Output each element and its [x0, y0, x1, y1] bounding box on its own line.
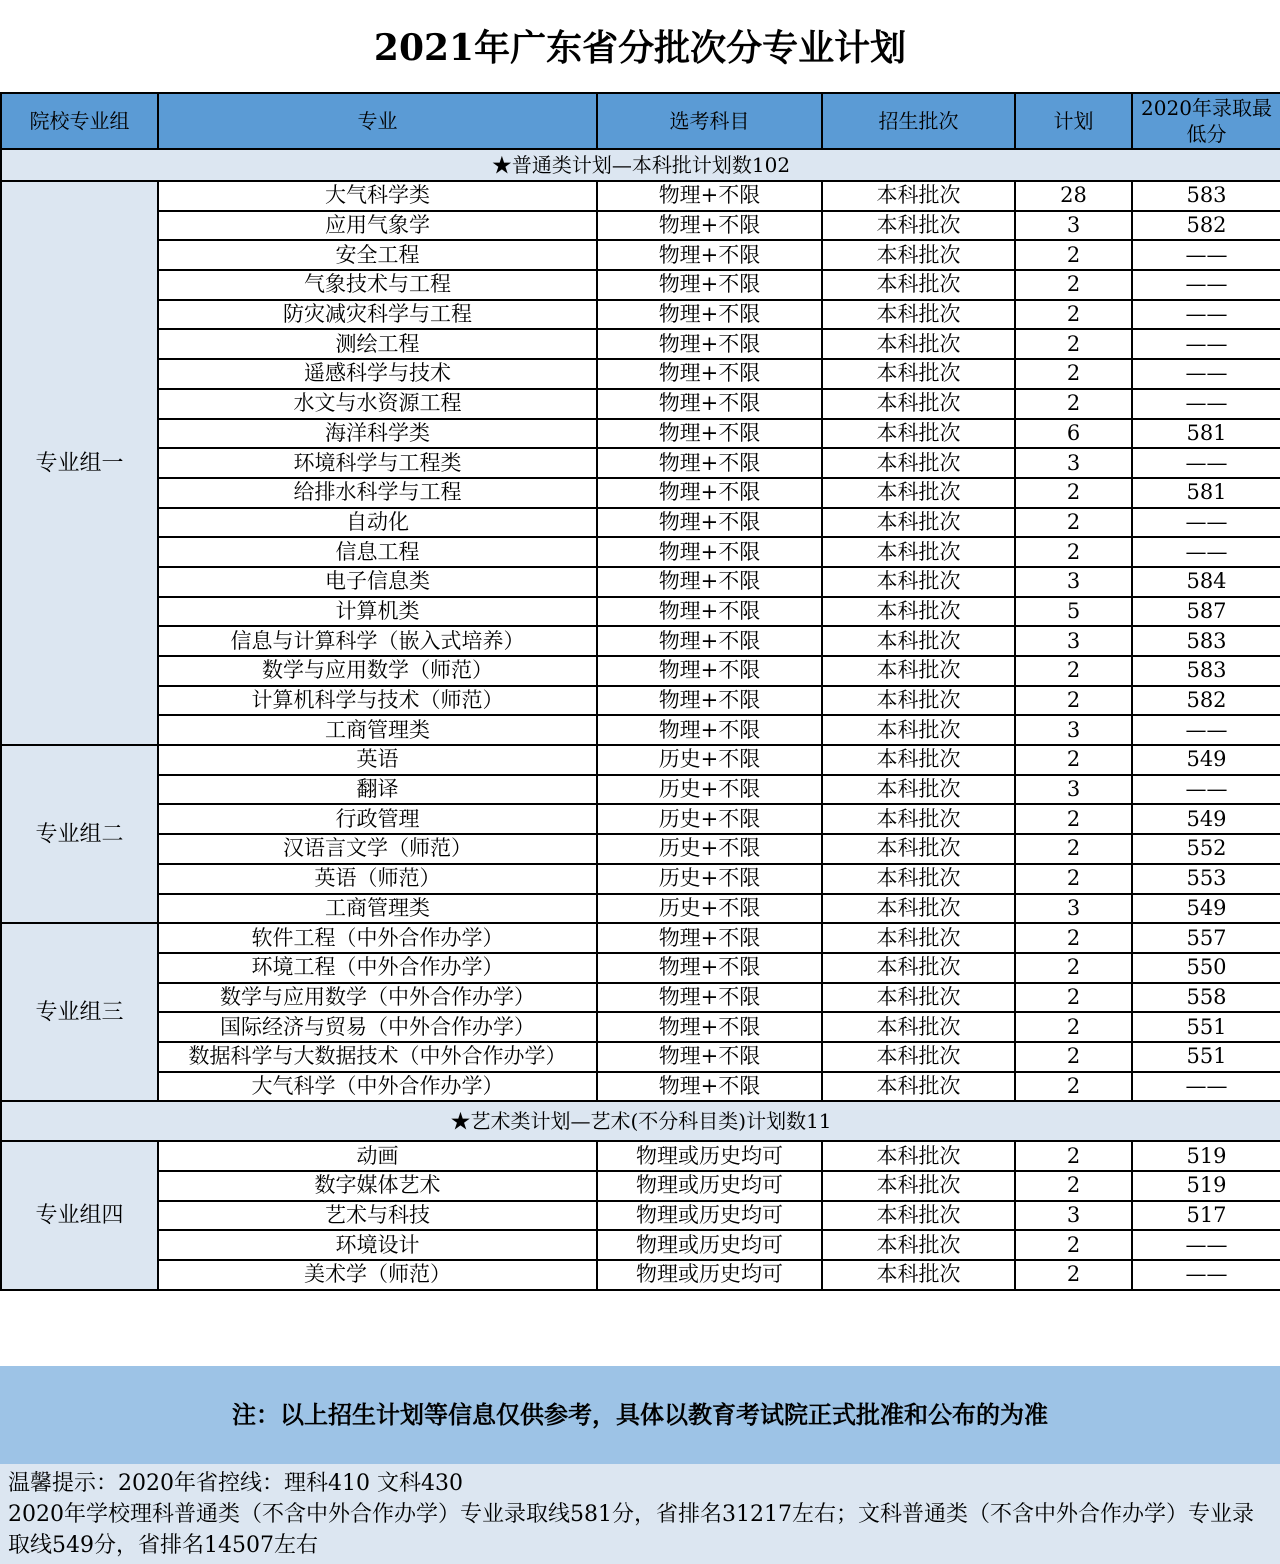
header-batch: 招生批次 [822, 93, 1015, 149]
plan-cell: 2 [1015, 686, 1132, 716]
subject-cell: 物理+不限 [597, 478, 822, 508]
plan-cell: 2 [1015, 389, 1132, 419]
major-cell: 安全工程 [158, 240, 597, 270]
batch-cell: 本科批次 [822, 656, 1015, 686]
table-row [1, 686, 1280, 716]
batch-cell: 本科批次 [822, 478, 1015, 508]
batch-cell: 本科批次 [822, 567, 1015, 597]
subject-cell: 物理或历史均可 [597, 1230, 822, 1260]
table-row [1, 478, 1280, 508]
subject-cell: 物理+不限 [597, 300, 822, 330]
plan-cell: 2 [1015, 923, 1132, 953]
min-score-cell: —— [1132, 1072, 1280, 1102]
plan-cell: 3 [1015, 894, 1132, 924]
table-row [1, 567, 1280, 597]
table-header-row [1, 93, 1280, 149]
subject-cell: 物理+不限 [597, 597, 822, 627]
plan-cell: 3 [1015, 715, 1132, 745]
plan-cell: 2 [1015, 834, 1132, 864]
major-cell: 测绘工程 [158, 329, 597, 359]
plan-cell: 2 [1015, 745, 1132, 775]
subject-cell: 物理+不限 [597, 359, 822, 389]
subject-cell: 物理+不限 [597, 983, 822, 1013]
tips-line-2: 2020年学校理科普通类（不含中外合作办学）专业录取线581分，省排名31217左右；文科普通类（不含中外合作办学）专业录取线549分，省排名14507左右 [8, 1502, 1254, 1558]
batch-cell: 本科批次 [822, 983, 1015, 1013]
plan-cell: 2 [1015, 983, 1132, 1013]
subject-cell: 历史+不限 [597, 745, 822, 775]
subject-cell: 历史+不限 [597, 894, 822, 924]
major-cell: 数据科学与大数据技术（中外合作办学） [158, 1042, 597, 1072]
subject-cell: 物理+不限 [597, 329, 822, 359]
subject-cell: 物理+不限 [597, 270, 822, 300]
table-row [1, 508, 1280, 538]
plan-cell: 3 [1015, 448, 1132, 478]
plan-cell: 3 [1015, 626, 1132, 656]
batch-cell: 本科批次 [822, 1042, 1015, 1072]
major-cell: 工商管理类 [158, 894, 597, 924]
major-cell: 数学与应用数学（中外合作办学） [158, 983, 597, 1013]
subject-cell: 物理+不限 [597, 419, 822, 449]
major-cell: 数字媒体艺术 [158, 1171, 597, 1201]
subject-cell: 物理或历史均可 [597, 1201, 822, 1231]
plan-cell: 2 [1015, 329, 1132, 359]
batch-cell: 本科批次 [822, 329, 1015, 359]
min-score-cell: 549 [1132, 804, 1280, 834]
table-row [1, 240, 1280, 270]
min-score-cell: 519 [1132, 1171, 1280, 1201]
min-score-cell: —— [1132, 508, 1280, 538]
table-body [1, 149, 1280, 1290]
batch-cell: 本科批次 [822, 448, 1015, 478]
table-row [1, 1260, 1280, 1290]
table-row [1, 715, 1280, 745]
min-score-cell: —— [1132, 270, 1280, 300]
table-row [1, 597, 1280, 627]
tips-line-1: 温馨提示：2020年省控线：理科410 文科430 [8, 1471, 463, 1496]
table-row [1, 1042, 1280, 1072]
plan-cell: 2 [1015, 804, 1132, 834]
plan-cell: 2 [1015, 300, 1132, 330]
group-name-cell: 专业组三 [1, 923, 158, 1101]
subject-cell: 物理+不限 [597, 1012, 822, 1042]
plan-cell: 2 [1015, 1260, 1132, 1290]
batch-cell: 本科批次 [822, 181, 1015, 211]
disclaimer-note: 注：以上招生计划等信息仅供参考，具体以教育考试院正式批准和公布的为准 [0, 1366, 1280, 1464]
batch-cell: 本科批次 [822, 894, 1015, 924]
min-score-cell: 551 [1132, 1012, 1280, 1042]
plan-cell: 3 [1015, 775, 1132, 805]
major-cell: 电子信息类 [158, 567, 597, 597]
major-cell: 翻译 [158, 775, 597, 805]
min-score-cell: —— [1132, 240, 1280, 270]
batch-cell: 本科批次 [822, 508, 1015, 538]
plan-cell: 5 [1015, 597, 1132, 627]
major-cell: 应用气象学 [158, 211, 597, 241]
major-cell: 汉语言文学（师范） [158, 834, 597, 864]
table-row [1, 1230, 1280, 1260]
subject-cell: 物理+不限 [597, 1072, 822, 1102]
admission-plan-table [0, 92, 1280, 1291]
major-cell: 遥感科学与技术 [158, 359, 597, 389]
min-score-cell: 552 [1132, 834, 1280, 864]
min-score-cell: 551 [1132, 1042, 1280, 1072]
plan-cell: 2 [1015, 1042, 1132, 1072]
section-title: ★普通类计划—本科批计划数102 [1, 149, 1280, 181]
batch-cell: 本科批次 [822, 1260, 1015, 1290]
subject-cell: 历史+不限 [597, 804, 822, 834]
min-score-cell: 581 [1132, 478, 1280, 508]
min-score-cell: 558 [1132, 983, 1280, 1013]
table-row [1, 656, 1280, 686]
batch-cell: 本科批次 [822, 537, 1015, 567]
plan-cell: 3 [1015, 211, 1132, 241]
batch-cell: 本科批次 [822, 923, 1015, 953]
batch-cell: 本科批次 [822, 240, 1015, 270]
table-row [1, 834, 1280, 864]
plan-cell: 2 [1015, 240, 1132, 270]
subject-cell: 物理+不限 [597, 567, 822, 597]
major-cell: 美术学（师范） [158, 1260, 597, 1290]
table-row [1, 270, 1280, 300]
table-row [1, 804, 1280, 834]
subject-cell: 物理+不限 [597, 389, 822, 419]
plan-cell: 2 [1015, 864, 1132, 894]
min-score-cell: —— [1132, 1230, 1280, 1260]
table-row [1, 448, 1280, 478]
min-score-cell: —— [1132, 775, 1280, 805]
major-cell: 大气科学类 [158, 181, 597, 211]
table-row [1, 626, 1280, 656]
subject-cell: 物理+不限 [597, 508, 822, 538]
table-row [1, 211, 1280, 241]
min-score-cell: 583 [1132, 626, 1280, 656]
min-score-cell: 550 [1132, 953, 1280, 983]
batch-cell: 本科批次 [822, 1012, 1015, 1042]
batch-cell: 本科批次 [822, 775, 1015, 805]
header-major: 专业 [158, 93, 597, 149]
plan-cell: 2 [1015, 953, 1132, 983]
min-score-cell: —— [1132, 448, 1280, 478]
min-score-cell: —— [1132, 329, 1280, 359]
header-plan: 计划 [1015, 93, 1132, 149]
table-row [1, 775, 1280, 805]
min-score-cell: 582 [1132, 211, 1280, 241]
min-score-cell: 549 [1132, 894, 1280, 924]
batch-cell: 本科批次 [822, 1171, 1015, 1201]
header-group: 院校专业组 [1, 93, 158, 149]
subject-cell: 物理+不限 [597, 537, 822, 567]
min-score-cell: 582 [1132, 686, 1280, 716]
subject-cell: 物理+不限 [597, 240, 822, 270]
min-score-cell: —— [1132, 537, 1280, 567]
batch-cell: 本科批次 [822, 1072, 1015, 1102]
min-score-cell: 583 [1132, 181, 1280, 211]
major-cell: 防灾减灾科学与工程 [158, 300, 597, 330]
min-score-cell: 517 [1132, 1201, 1280, 1231]
table-row [1, 300, 1280, 330]
major-cell: 环境工程（中外合作办学） [158, 953, 597, 983]
batch-cell: 本科批次 [822, 359, 1015, 389]
batch-cell: 本科批次 [822, 1141, 1015, 1171]
subject-cell: 物理+不限 [597, 448, 822, 478]
major-cell: 英语（师范） [158, 864, 597, 894]
subject-cell: 物理或历史均可 [597, 1141, 822, 1171]
subject-cell: 物理+不限 [597, 953, 822, 983]
major-cell: 给排水科学与工程 [158, 478, 597, 508]
batch-cell: 本科批次 [822, 745, 1015, 775]
plan-cell: 2 [1015, 656, 1132, 686]
min-score-cell: —— [1132, 1260, 1280, 1290]
min-score-cell: 557 [1132, 923, 1280, 953]
major-cell: 自动化 [158, 508, 597, 538]
batch-cell: 本科批次 [822, 211, 1015, 241]
group-name-cell: 专业组二 [1, 745, 158, 923]
min-score-cell: 584 [1132, 567, 1280, 597]
plan-cell: 3 [1015, 567, 1132, 597]
batch-cell: 本科批次 [822, 864, 1015, 894]
table-row [1, 181, 1280, 211]
min-score-cell: —— [1132, 389, 1280, 419]
batch-cell: 本科批次 [822, 804, 1015, 834]
min-score-cell: —— [1132, 715, 1280, 745]
min-score-cell: 519 [1132, 1141, 1280, 1171]
min-score-cell: —— [1132, 359, 1280, 389]
table-row [1, 864, 1280, 894]
section-header-row [1, 1101, 1280, 1141]
table-row [1, 953, 1280, 983]
major-cell: 环境科学与工程类 [158, 448, 597, 478]
major-cell: 计算机科学与技术（师范） [158, 686, 597, 716]
major-cell: 信息与计算科学（嵌入式培养） [158, 626, 597, 656]
batch-cell: 本科批次 [822, 389, 1015, 419]
plan-cell: 6 [1015, 419, 1132, 449]
plan-cell: 2 [1015, 1171, 1132, 1201]
major-cell: 海洋科学类 [158, 419, 597, 449]
table-row [1, 419, 1280, 449]
table-row [1, 389, 1280, 419]
min-score-cell: 587 [1132, 597, 1280, 627]
plan-cell: 2 [1015, 478, 1132, 508]
batch-cell: 本科批次 [822, 1201, 1015, 1231]
plan-cell: 2 [1015, 537, 1132, 567]
min-score-cell: 553 [1132, 864, 1280, 894]
table-row [1, 1012, 1280, 1042]
major-cell: 数学与应用数学（师范） [158, 656, 597, 686]
plan-cell: 2 [1015, 359, 1132, 389]
header-min-score: 2020年录取最低分 [1132, 93, 1280, 149]
major-cell: 动画 [158, 1141, 597, 1171]
table-row [1, 1141, 1280, 1171]
batch-cell: 本科批次 [822, 953, 1015, 983]
major-cell: 环境设计 [158, 1230, 597, 1260]
major-cell: 大气科学（中外合作办学） [158, 1072, 597, 1102]
table-row [1, 359, 1280, 389]
table-row [1, 745, 1280, 775]
major-cell: 英语 [158, 745, 597, 775]
plan-cell: 3 [1015, 1201, 1132, 1231]
subject-cell: 物理+不限 [597, 686, 822, 716]
plan-cell: 2 [1015, 1230, 1132, 1260]
min-score-cell: 583 [1132, 656, 1280, 686]
batch-cell: 本科批次 [822, 834, 1015, 864]
subject-cell: 物理+不限 [597, 211, 822, 241]
table-row [1, 329, 1280, 359]
table-row [1, 923, 1280, 953]
tips-box [0, 1464, 1280, 1564]
subject-cell: 物理或历史均可 [597, 1260, 822, 1290]
batch-cell: 本科批次 [822, 715, 1015, 745]
table-row [1, 1201, 1280, 1231]
table-row [1, 537, 1280, 567]
major-cell: 行政管理 [158, 804, 597, 834]
major-cell: 气象技术与工程 [158, 270, 597, 300]
subject-cell: 物理+不限 [597, 656, 822, 686]
plan-cell: 28 [1015, 181, 1132, 211]
batch-cell: 本科批次 [822, 1230, 1015, 1260]
major-cell: 工商管理类 [158, 715, 597, 745]
plan-cell: 2 [1015, 1012, 1132, 1042]
section-title: ★艺术类计划—艺术(不分科目类)计划数11 [1, 1101, 1280, 1141]
subject-cell: 历史+不限 [597, 775, 822, 805]
major-cell: 国际经济与贸易（中外合作办学） [158, 1012, 597, 1042]
header-subject: 选考科目 [597, 93, 822, 149]
batch-cell: 本科批次 [822, 270, 1015, 300]
plan-cell: 2 [1015, 508, 1132, 538]
page-title: 2021年广东省分批次分专业计划 [373, 27, 907, 69]
batch-cell: 本科批次 [822, 597, 1015, 627]
batch-cell: 本科批次 [822, 626, 1015, 656]
subject-cell: 物理+不限 [597, 626, 822, 656]
major-cell: 软件工程（中外合作办学） [158, 923, 597, 953]
major-cell: 信息工程 [158, 537, 597, 567]
section-header-row [1, 149, 1280, 181]
min-score-cell: —— [1132, 300, 1280, 330]
batch-cell: 本科批次 [822, 300, 1015, 330]
group-name-cell: 专业组一 [1, 181, 158, 745]
table-row [1, 1171, 1280, 1201]
batch-cell: 本科批次 [822, 686, 1015, 716]
table-row [1, 894, 1280, 924]
group-name-cell: 专业组四 [1, 1141, 158, 1289]
table-row [1, 1072, 1280, 1102]
plan-cell: 2 [1015, 1072, 1132, 1102]
subject-cell: 物理+不限 [597, 923, 822, 953]
subject-cell: 物理+不限 [597, 1042, 822, 1072]
subject-cell: 物理+不限 [597, 181, 822, 211]
subject-cell: 历史+不限 [597, 864, 822, 894]
min-score-cell: 549 [1132, 745, 1280, 775]
subject-cell: 历史+不限 [597, 834, 822, 864]
subject-cell: 物理或历史均可 [597, 1171, 822, 1201]
min-score-cell: 581 [1132, 419, 1280, 449]
table-row [1, 983, 1280, 1013]
batch-cell: 本科批次 [822, 419, 1015, 449]
plan-cell: 2 [1015, 270, 1132, 300]
major-cell: 艺术与科技 [158, 1201, 597, 1231]
plan-cell: 2 [1015, 1141, 1132, 1171]
major-cell: 水文与水资源工程 [158, 389, 597, 419]
major-cell: 计算机类 [158, 597, 597, 627]
subject-cell: 物理+不限 [597, 715, 822, 745]
